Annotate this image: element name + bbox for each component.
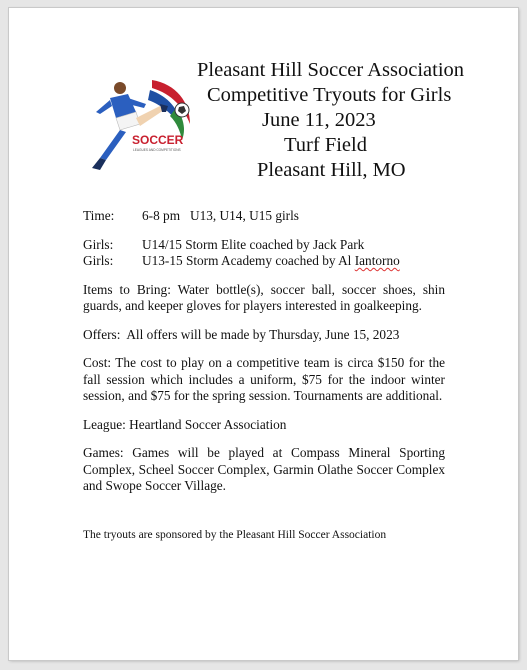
title-line-location: Pleasant Hill, MO [257,159,406,181]
cost-paragraph: Cost: The cost to play on a competitive team is circa $150 for the fall session which includes a uniform, $75 for the indoor winter session, and $75 for the spring session. Tournaments are additional. [83,355,445,403]
offers-line: Offers: All offers will be made by Thursday, June 15, 2023 [83,326,400,342]
sponsor-note: The tryouts are sponsored by the Pleasant Hill Soccer Association [83,528,387,541]
logo-subtext: LEAGUES AND COMPETITIONS [133,148,181,152]
spelling-flagged-word[interactable]: Iantorno [354,253,400,268]
player-kick-leg [136,106,164,126]
document-page [9,8,518,660]
team-description: U13-15 Storm Academy coached by Al [142,253,355,268]
player-head [114,82,126,94]
title-line-date: June 11, 2023 [262,109,376,131]
time-value: 6-8 pm [142,208,181,223]
title-line-tryouts: Competitive Tryouts for Girls [207,84,452,106]
logo-text: SOCCER [132,133,184,147]
league-line: League: Heartland Soccer Association [83,416,287,432]
time-label: Time: [83,208,115,223]
team-label: Girls: [83,236,114,252]
items-to-bring: Items to Bring: Water bottle(s), soccer ball, soccer shoes, shin guards, and keeper gloves for players interested in goalkeeping. [83,281,445,313]
document-body [83,208,445,542]
team-label: Girls: [83,253,114,268]
player-standing-leg [100,130,126,160]
games-paragraph: Games: Games will be played at Compass Mineral Sporting Complex, Scheel Soccer Complex, Garmin Olathe Soccer Complex and Swope Soccer Village. [83,445,445,493]
soccer-logo [80,78,202,182]
team-description: U14/15 Storm Elite coached by Jack Park [142,236,365,252]
time-row [83,208,445,225]
team-row [83,253,445,270]
team-row [83,237,445,254]
age-groups: U13, U14, U15 girls [190,208,299,223]
title-line-venue: Turf Field [284,134,367,156]
title-line-association: Pleasant Hill Soccer Association [197,59,465,81]
